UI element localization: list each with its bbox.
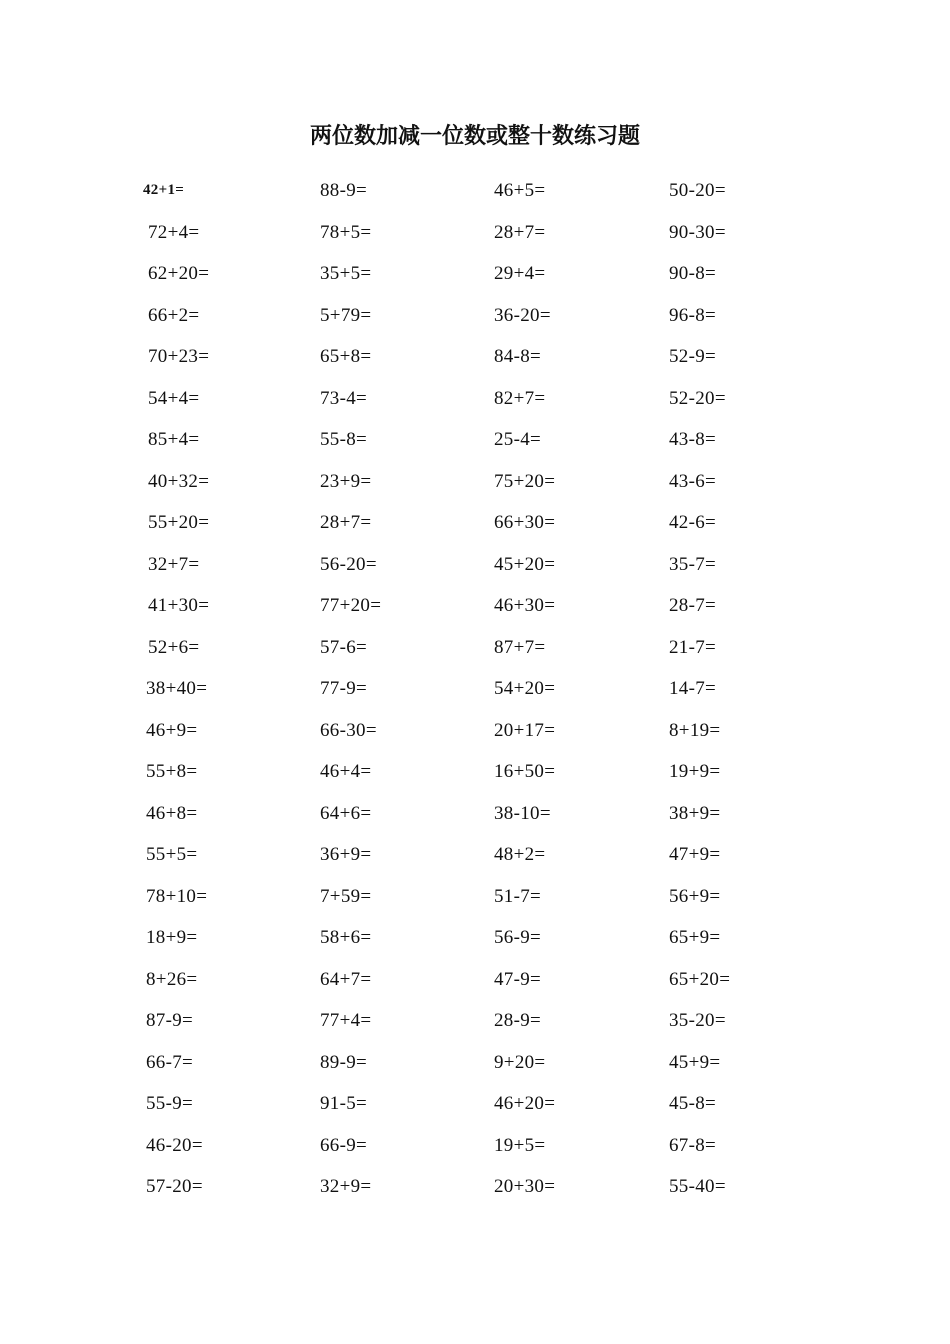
problem-cell: 72+4= <box>148 221 200 243</box>
problem-row <box>0 631 950 673</box>
problem-cell: 43-6= <box>669 470 717 492</box>
problem-cell: 55-40= <box>669 1176 726 1197</box>
problem-cell: 52-20= <box>669 387 726 409</box>
problem-cell: 73-4= <box>320 387 368 409</box>
problem-cell: 65+8= <box>320 346 372 367</box>
problem-cell: 40+32= <box>148 470 210 492</box>
problem-cell: 47+9= <box>669 844 721 865</box>
problem-cell: 55-9= <box>146 1093 194 1114</box>
problem-cell: 70+23= <box>148 346 210 367</box>
problem-cell: 28-9= <box>494 1010 542 1031</box>
problem-cell: 41+30= <box>148 595 210 616</box>
problem-cell: 66-9= <box>320 1134 368 1156</box>
problem-cell: 8+26= <box>146 968 198 990</box>
problem-cell: 78+5= <box>320 221 372 243</box>
problem-cell: 90-8= <box>669 263 717 284</box>
problem-cell: 77+20= <box>320 595 382 616</box>
problem-cell: 57-20= <box>146 1176 203 1197</box>
problem-cell: 38+40= <box>146 678 208 699</box>
problem-cell: 57-6= <box>320 636 368 658</box>
problem-cell: 54+20= <box>494 678 556 699</box>
problem-cell: 65+9= <box>669 927 721 948</box>
problem-cell: 28-7= <box>669 595 717 616</box>
problem-row <box>0 1004 950 1046</box>
problem-row <box>0 1170 950 1212</box>
problem-cell: 35-20= <box>669 1010 726 1031</box>
problem-cell: 8+19= <box>669 719 721 741</box>
problem-row <box>0 838 950 880</box>
problem-row <box>0 299 950 341</box>
problem-cell: 36+9= <box>320 844 372 865</box>
problem-cell: 90-30= <box>669 221 726 243</box>
problem-cell: 28+7= <box>320 512 372 533</box>
problem-cell: 75+20= <box>494 470 556 492</box>
problem-row <box>0 1129 950 1171</box>
problem-cell: 32+7= <box>148 553 200 575</box>
problem-row <box>0 963 950 1005</box>
problem-cell: 19+9= <box>669 761 721 782</box>
problem-cell: 21-7= <box>669 636 717 658</box>
problem-row <box>0 714 950 756</box>
problem-cell: 65+20= <box>669 968 731 990</box>
problem-cell: 7+59= <box>320 885 372 907</box>
problem-row <box>0 1087 950 1129</box>
problem-row <box>0 672 950 714</box>
problem-cell: 66+2= <box>148 304 200 326</box>
problem-cell: 67-8= <box>669 1134 717 1156</box>
problem-row <box>0 340 950 382</box>
problem-row <box>0 589 950 631</box>
problem-cell: 35-7= <box>669 553 717 575</box>
problem-cell: 46-20= <box>146 1134 203 1156</box>
problem-row <box>0 257 950 299</box>
problem-cell: 46+9= <box>146 719 198 741</box>
problem-row <box>0 880 950 922</box>
problem-cell: 52-9= <box>669 346 717 367</box>
problem-cell: 64+6= <box>320 802 372 824</box>
problem-row <box>0 506 950 548</box>
problem-cell: 78+10= <box>146 885 208 907</box>
problem-cell: 62+20= <box>148 263 210 284</box>
problem-cell: 43-8= <box>669 429 717 450</box>
problem-cell: 28+7= <box>494 221 546 243</box>
problem-cell: 87-9= <box>146 1010 194 1031</box>
problem-row <box>0 548 950 590</box>
page-title: 两位数加减一位数或整十数练习题 <box>309 123 640 149</box>
problem-cell: 45+9= <box>669 1051 721 1073</box>
problem-cell: 96-8= <box>669 304 717 326</box>
problem-cell: 46+4= <box>320 761 372 782</box>
problem-cell: 36-20= <box>494 304 551 326</box>
problem-cell: 45-8= <box>669 1093 717 1114</box>
problem-cell: 50-20= <box>669 180 726 201</box>
problem-cell: 38-10= <box>494 802 551 824</box>
problem-cell: 42-6= <box>669 512 717 533</box>
problem-cell: 55+5= <box>146 844 198 865</box>
problem-cell: 66-30= <box>320 719 377 741</box>
problem-cell: 85+4= <box>148 429 200 450</box>
problem-cell: 46+5= <box>494 180 546 201</box>
problem-cell: 55+8= <box>146 761 198 782</box>
problem-grid <box>0 174 950 1212</box>
problem-row <box>0 921 950 963</box>
problem-cell: 66-7= <box>146 1051 194 1073</box>
problem-cell: 5+79= <box>320 304 372 326</box>
problem-cell: 51-7= <box>494 885 542 907</box>
problem-cell: 18+9= <box>146 927 198 948</box>
problem-row <box>0 797 950 839</box>
problem-row <box>0 465 950 507</box>
problem-cell: 29+4= <box>494 263 546 284</box>
problem-cell: 9+20= <box>494 1051 546 1073</box>
problem-cell: 25-4= <box>494 429 542 450</box>
problem-cell: 82+7= <box>494 387 546 409</box>
problem-cell: 46+30= <box>494 595 556 616</box>
problem-cell: 77-9= <box>320 678 368 699</box>
problem-cell: 66+30= <box>494 512 556 533</box>
problem-cell: 20+17= <box>494 719 556 741</box>
problem-cell: 55-8= <box>320 429 368 450</box>
problem-cell: 56-9= <box>494 927 542 948</box>
problem-row <box>0 174 950 216</box>
problem-cell: 35+5= <box>320 263 372 284</box>
problem-cell: 52+6= <box>148 636 200 658</box>
problem-cell: 32+9= <box>320 1176 372 1197</box>
problem-cell: 20+30= <box>494 1176 556 1197</box>
problem-cell: 64+7= <box>320 968 372 990</box>
problem-cell: 77+4= <box>320 1010 372 1031</box>
problem-cell: 16+50= <box>494 761 556 782</box>
problem-cell: 56-20= <box>320 553 377 575</box>
problem-cell: 89-9= <box>320 1051 368 1073</box>
problem-cell: 58+6= <box>320 927 372 948</box>
problem-cell: 46+8= <box>146 802 198 824</box>
problem-cell: 45+20= <box>494 553 556 575</box>
problem-cell: 38+9= <box>669 802 721 824</box>
problem-cell: 42+1= <box>143 182 185 198</box>
problem-cell: 55+20= <box>148 512 210 533</box>
problem-row <box>0 755 950 797</box>
problem-cell: 87+7= <box>494 636 546 658</box>
problem-cell: 91-5= <box>320 1093 368 1114</box>
problem-cell: 88-9= <box>320 180 368 201</box>
problem-cell: 14-7= <box>669 678 717 699</box>
problem-row <box>0 216 950 258</box>
problem-cell: 56+9= <box>669 885 721 907</box>
problem-row <box>0 1046 950 1088</box>
problem-cell: 48+2= <box>494 844 546 865</box>
problem-cell: 47-9= <box>494 968 542 990</box>
problem-cell: 46+20= <box>494 1093 556 1114</box>
problem-cell: 84-8= <box>494 346 542 367</box>
problem-cell: 23+9= <box>320 470 372 492</box>
problem-cell: 19+5= <box>494 1134 546 1156</box>
problem-row <box>0 382 950 424</box>
problem-cell: 54+4= <box>148 387 200 409</box>
problem-row <box>0 423 950 465</box>
